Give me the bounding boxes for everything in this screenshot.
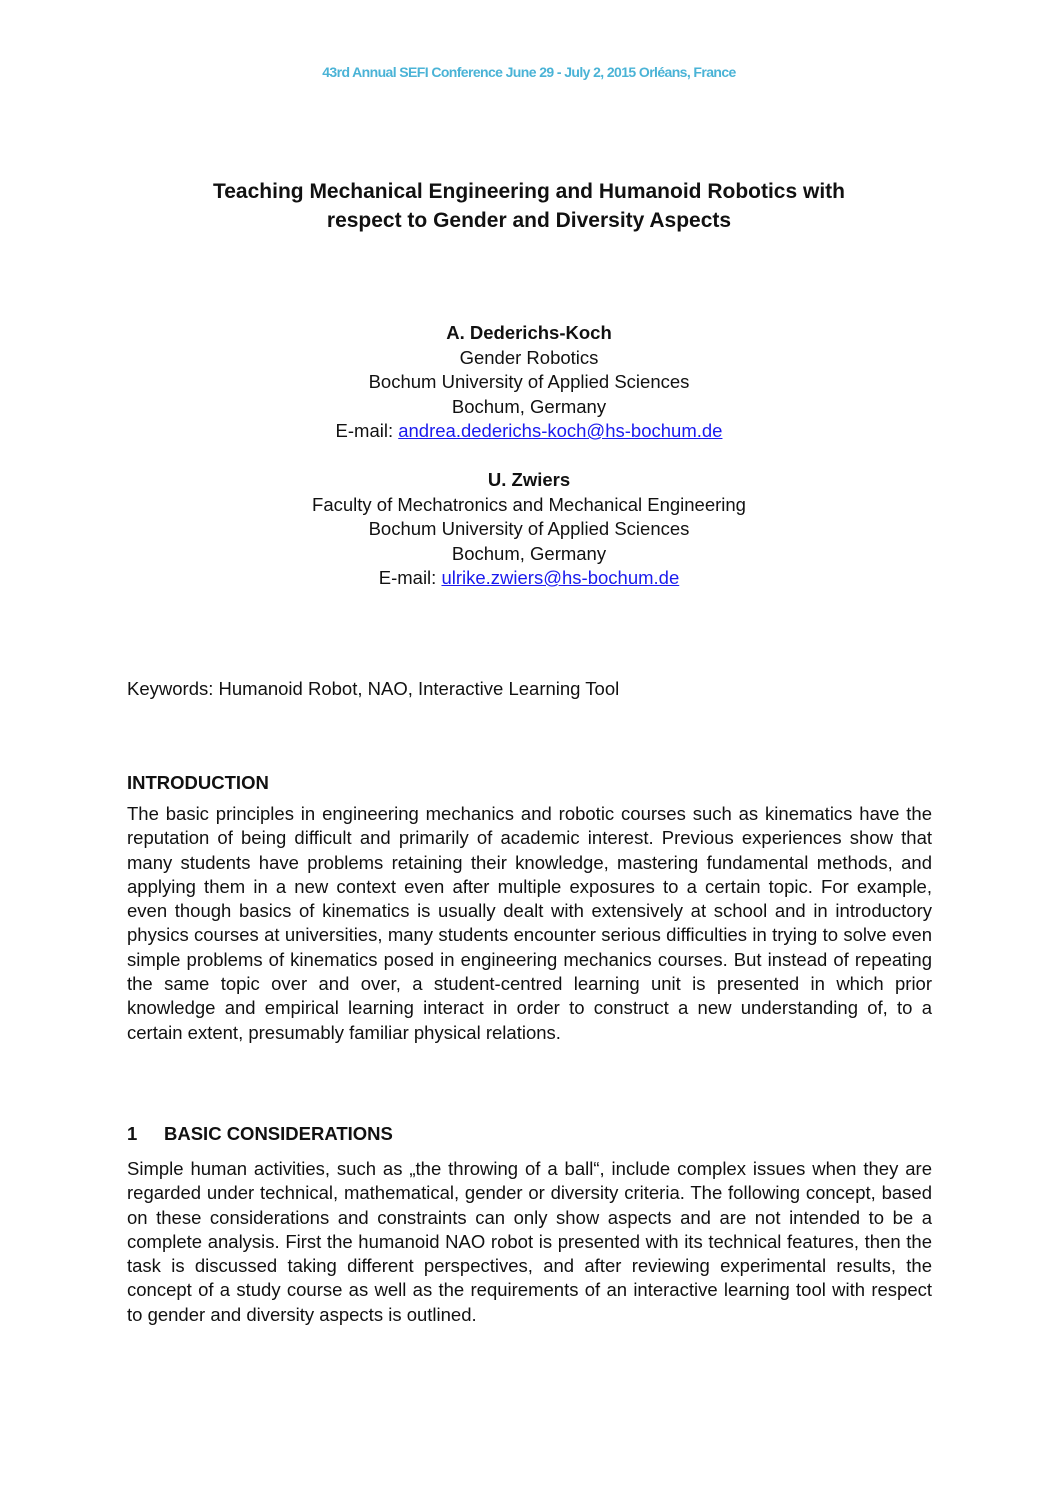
email-label: E-mail: (335, 420, 399, 441)
author-institution: Bochum University of Applied Sciences (368, 518, 690, 539)
email-label: E-mail: (378, 567, 442, 588)
section-heading-introduction: INTRODUCTION (127, 772, 269, 793)
author-name: U. Zwiers (487, 469, 571, 490)
title-line-1: Teaching Mechanical Engineering and Humanoid Robotics with (212, 180, 845, 203)
author-email-line (0, 419, 1058, 444)
author-affiliation: Gender Robotics (459, 346, 599, 368)
introduction-paragraph: The basic principles in engineering mechanics and robotic courses such as kinematics have the reputation of being difficult and primarily of academic interest. Previous experiences show that many students have problems retaining their knowledge, mastering fundamental methods, and applying them in a new context even after multiple exposures to a certain topic. For example, even though basics of kinematics is usually dealt with extensively at school and in introductory physics courses at universities, many students encounter serious difficulties in trying to solve even simple problems of kinematics posed in engineering mechanics courses. But instead of repeating the same topic over and over, a student-centred learning unit is presented in which prior knowledge and empirical learning interact in order to construct a new understanding of, to a certain extent, presumably familiar physical relations. (127, 803, 932, 1043)
author-institution: Bochum University of Applied Sciences (368, 371, 690, 392)
paper-title (100, 177, 958, 235)
author-email-line (0, 566, 1058, 591)
conference-header: 43rd Annual SEFI Conference June 29 - July 2, 2015 Orléans, France (322, 64, 736, 80)
author-location: Bochum, Germany (451, 395, 607, 417)
title-line-2: respect to Gender and Diversity Aspects (326, 209, 732, 232)
section-title: BASIC CONSIDERATIONS (164, 1123, 393, 1144)
author-email-link[interactable]: ulrike.zwiers@hs-bochum.de (441, 567, 680, 588)
author-email-link[interactable]: andrea.dederichs-koch@hs-bochum.de (398, 420, 723, 441)
author-block-2 (0, 468, 1058, 591)
author-block-1 (0, 321, 1058, 444)
section-heading-basic-considerations (127, 1122, 393, 1146)
basic-considerations-paragraph: Simple human activities, such as „the throwing of a ball“, include complex issues when they are regarded under technical, mathematical, gender or diversity criteria. The following concept, based on these considerations and constraints can only show aspects and are not intended to be a complete analysis. First the humanoid NAO robot is presented with its technical features, then the task is discussed taking different perspectives, and after reviewing experimental results, the concept of a study course as well as the requirements of an interactive learning tool with respect to gender and diversity aspects is outlined. (127, 1158, 932, 1325)
keywords: Keywords: Humanoid Robot, NAO, Interactive Learning Tool (127, 678, 620, 699)
section-number: 1 (127, 1123, 138, 1144)
author-location: Bochum, Germany (451, 542, 607, 564)
author-affiliation: Faculty of Mechatronics and Mechanical Engineering (312, 493, 746, 515)
author-name: A. Dederichs-Koch (446, 322, 612, 343)
